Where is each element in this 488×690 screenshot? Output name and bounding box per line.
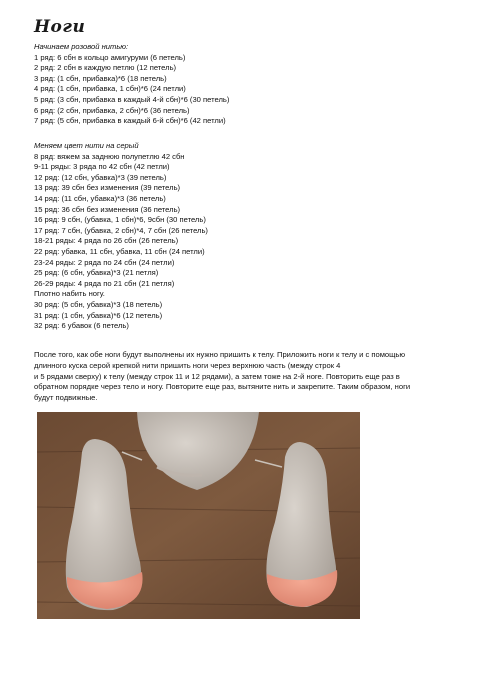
row-instruction: 17 ряд: 7 сбн, (убавка, 2 сбн)*4, 7 сбн (26 петель) <box>34 225 208 235</box>
crochet-legs-photo <box>37 412 360 619</box>
row-instruction: 13 ряд: 39 сбн без изменения (39 петель) <box>34 183 181 193</box>
row-instruction: 4 ряд: (1 сбн, прибавка, 1 сбн)*6 (24 петли) <box>34 84 186 94</box>
row-instruction: 25 ряд: (6 сбн, убавка)*3 (21 петля) <box>34 268 159 278</box>
paragraph-line: длинного куска серой крепкой нити пришить ноги через верхнюю часть (между строк 4 <box>34 360 341 370</box>
row-instruction: 3 ряд: (1 сбн, прибавка)*6 (18 петель) <box>34 73 167 83</box>
row-instruction: 31 ряд: (1 сбн, убавка)*6 (12 петель) <box>34 310 163 320</box>
row-instruction: 9-11 ряды: 3 ряда по 42 сбн (42 петли) <box>34 162 170 172</box>
row-instruction: 16 ряд: 9 сбн, (убавка, 1 сбн)*6, 9сбн (30 петель) <box>34 215 206 225</box>
gray-yarn-section <box>34 141 464 332</box>
row-instruction: 32 ряд: 6 убавок (6 петель) <box>34 321 129 331</box>
paragraph-line: будут подвижные. <box>34 393 98 403</box>
row-instruction: 26-29 ряды: 4 ряда по 21 сбн (21 петля) <box>34 278 175 288</box>
row-instruction: 18-21 ряды: 4 ряда по 26 сбн (26 петель) <box>34 236 179 246</box>
row-list <box>34 152 464 332</box>
row-instruction: Плотно набить ногу. <box>34 289 105 299</box>
row-instruction: 6 ряд: (2 сбн, прибавка, 2 сбн)*6 (36 петель) <box>34 105 190 115</box>
row-instruction: 1 ряд: 6 сбн в кольцо амигуруми (6 петель) <box>34 52 186 62</box>
section-subtitle: Меняем цвет нити на серый <box>34 141 139 150</box>
row-instruction: 14 ряд: (11 сбн, убавка)*3 (36 петель) <box>34 193 166 203</box>
row-instruction: 7 ряд: (5 сбн, прибавка в каждый 6-й сбн)*6 (42 петли) <box>34 116 226 126</box>
row-list <box>34 53 464 127</box>
paragraph-line: и 5 рядами сверху) к телу (между строк 11 и 12 рядами), а затем тоже на 2-й ноге. Повторить еще раз в <box>34 371 400 381</box>
row-instruction: 8 ряд: вяжем за заднюю полупетлю 42 сбн <box>34 151 185 161</box>
row-instruction: 2 ряд: 2 сбн в каждую петлю (12 петель) <box>34 63 177 73</box>
row-instruction: 5 ряд: (3 сбн, прибавка в каждый 4-й сбн)*6 (30 петель) <box>34 94 230 104</box>
row-instruction: 30 ряд: (5 сбн, убавка)*3 (18 петель) <box>34 299 163 309</box>
paragraph-line: После того, как обе ноги будут выполнены их нужно пришить к телу. Приложить ноги к телу и с помощью <box>34 350 406 359</box>
paragraph-line: обратном порядке через тело и ногу. Повторите еще раз, вытяните нить и закрепите. Таким образом, ноги <box>34 382 411 392</box>
page-title: Ноги <box>34 17 86 37</box>
row-instruction: 12 ряд: (12 сбн, убавка)*3 (39 петель) <box>34 172 167 182</box>
assembly-instructions <box>34 350 459 404</box>
section-subtitle: Начинаем розовой нитью: <box>34 42 129 51</box>
row-instruction: 22 ряд: убавка, 11 сбн, убавка, 11 сбн (24 петли) <box>34 246 205 256</box>
row-instruction: 15 ряд: 36 сбн без изменения (36 петель) <box>34 204 181 214</box>
row-instruction: 23-24 ряды: 2 ряда по 24 сбн (24 петли) <box>34 257 175 267</box>
pink-yarn-section <box>34 42 464 127</box>
